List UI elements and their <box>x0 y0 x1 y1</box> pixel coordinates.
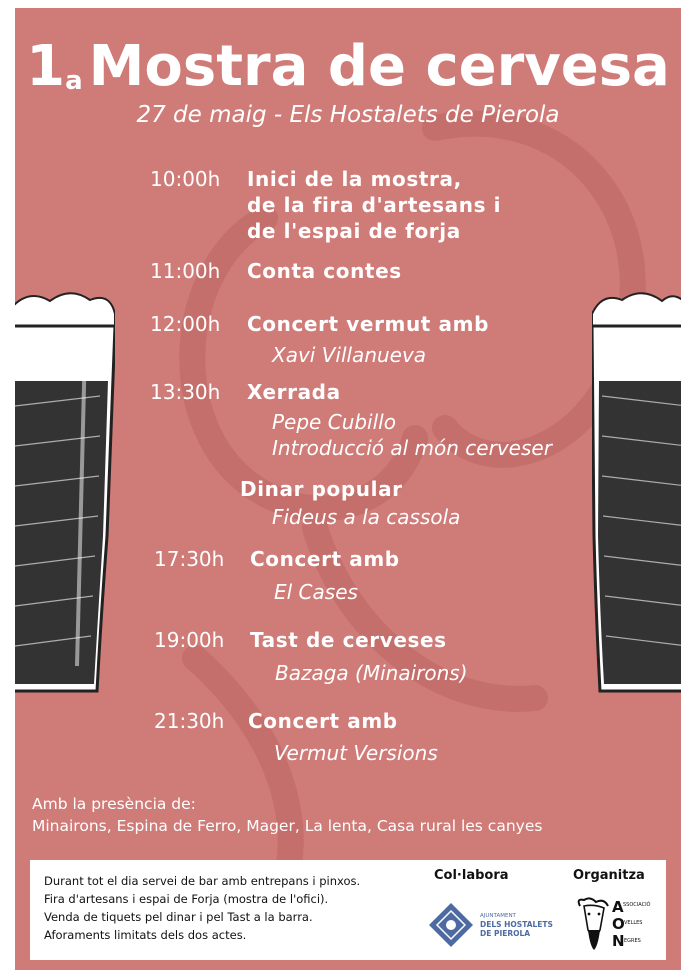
organitza-label: Organitza <box>573 868 645 883</box>
event-title: Tast de cerveses <box>250 628 447 652</box>
event-time: 11:00h <box>150 259 221 283</box>
organitza-logo-word: VELLES <box>624 920 643 926</box>
event-title: Concert amb <box>250 547 400 571</box>
presence-list: Minairons, Espina de Ferro, Mager, La lenta, Casa rural les canyes <box>32 817 543 835</box>
event-detail: Pepe Cubillo <box>272 410 396 434</box>
event-title: Conta contes <box>247 259 402 283</box>
event-title: de la fira d'artesans i <box>247 193 502 217</box>
event-title: Inici de la mostra, <box>247 167 462 191</box>
event-title: Concert vermut amb <box>247 312 489 336</box>
footer-info-line: Durant tot el dia servei de bar amb entrepans i pinxos. <box>44 874 361 888</box>
title-number: 1 <box>26 34 66 99</box>
event-time: 21:30h <box>154 709 225 733</box>
footer-info <box>44 872 360 944</box>
organitza-logo-letter: A <box>612 898 624 916</box>
presence-section <box>32 793 542 837</box>
footer-info-line: Fira d'artesans i espai de Forja (mostra de l'ofici). <box>44 892 329 906</box>
collabora-logo-line: DELS HOSTALETS <box>480 920 553 929</box>
event-time: 19:00h <box>154 628 225 652</box>
poster-subtitle: 27 de maig - Els Hostalets de Pierola <box>136 102 560 128</box>
footer-info-line: Venda de tiquets pel dinar i pel Tast a la barra. <box>44 910 313 924</box>
presence-label: Amb la presència de: <box>32 795 196 813</box>
collabora-logo-line: DE PIEROLA <box>480 929 531 938</box>
event-detail: Xavi Villanueva <box>272 343 427 367</box>
collabora-logo-line: AJUNTAMENT <box>480 913 516 919</box>
event-time: 12:00h <box>150 312 221 336</box>
event-detail: El Cases <box>274 580 358 604</box>
beer-glass-right-icon <box>592 286 681 706</box>
event-title: Dinar popular <box>240 477 403 501</box>
organitza-logo-letter: O <box>612 915 625 933</box>
collabora-label: Col·labora <box>434 868 509 883</box>
organitza-logo-word: EGRES <box>624 938 641 944</box>
event-time: 13:30h <box>150 380 221 404</box>
beer-glass-left-icon <box>15 286 115 706</box>
footer-info-line: Aforaments limitats dels dos actes. <box>44 928 247 942</box>
title-ordinal: a <box>65 66 83 96</box>
collabora-logo <box>428 900 553 950</box>
organitza-logo-word: SSOCIACIÓ <box>623 902 651 908</box>
footer-box <box>30 860 666 960</box>
organitza-logo <box>574 896 664 956</box>
event-time: 10:00h <box>150 167 221 191</box>
event-detail: Vermut Versions <box>274 741 438 765</box>
event-detail: Fideus a la cassola <box>272 505 461 529</box>
organitza-logo-letter: N <box>612 932 625 950</box>
ajuntament-crest-icon <box>428 902 474 948</box>
event-title: Xerrada <box>247 380 341 404</box>
event-title: Concert amb <box>248 709 398 733</box>
event-detail: Bazaga (Minairons) <box>275 661 468 685</box>
event-title: de l'espai de forja <box>247 219 461 243</box>
event-detail: Introducció al món cerveser <box>272 436 552 460</box>
event-time: 17:30h <box>154 547 225 571</box>
title-main: Mostra de cervesa <box>88 34 670 99</box>
poster <box>15 8 681 970</box>
goat-head-icon <box>574 896 614 952</box>
